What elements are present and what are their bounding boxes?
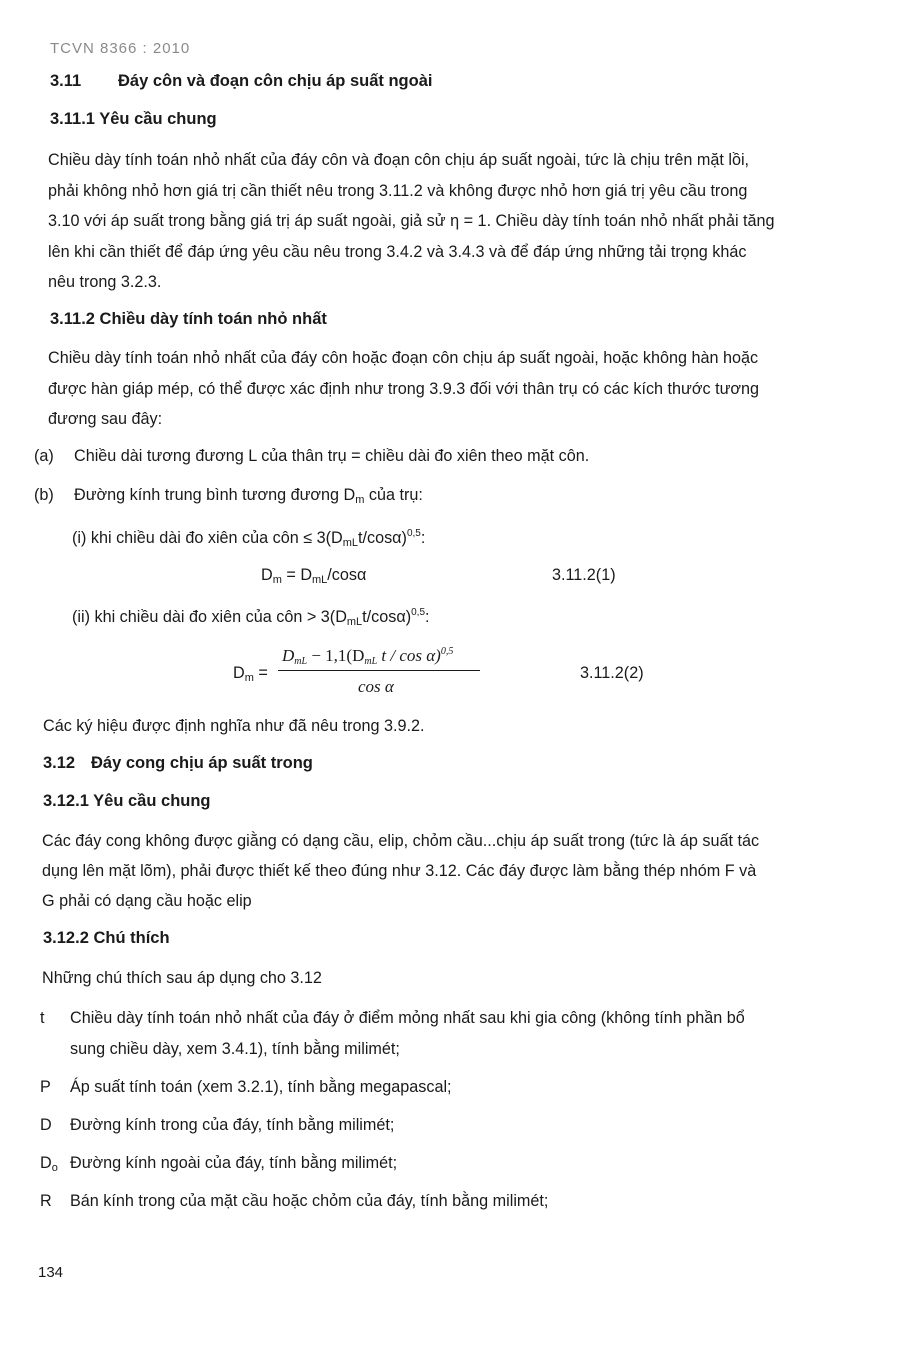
subsection-heading: 3.11.1 Yêu cầu chung — [50, 110, 217, 128]
list-label: (b) — [34, 486, 54, 504]
list-label: (a) — [34, 447, 54, 465]
equation-2-lhs — [233, 658, 268, 694]
fraction-denominator: cos α — [358, 677, 394, 696]
eq-symbol: = — [253, 664, 268, 682]
section-title: Đáy cong chịu áp suất trong — [91, 754, 313, 772]
eq-symbol: D — [233, 664, 245, 682]
condition-i — [72, 519, 425, 559]
standard-code-header: TCVN 8366 : 2010 — [50, 40, 191, 57]
condition-text: t/cosα) — [358, 529, 407, 547]
paragraph-line: Những chú thích sau áp dụng cho 3.12 — [42, 969, 322, 987]
note-symbol: t — [40, 1009, 45, 1027]
paragraph-line: G phải có dạng cầu hoặc elip — [42, 892, 252, 910]
eq-symbol: = D — [281, 566, 313, 584]
list-item-text: Đường kính trung bình tương đương D — [74, 486, 356, 504]
equation-number: 3.11.2(1) — [552, 566, 616, 584]
subscript: m — [355, 494, 365, 506]
note-symbol — [40, 1148, 58, 1184]
section-title: Đáy côn và đoạn côn chịu áp suất ngoài — [118, 72, 433, 90]
note-text: Bán kính trong của mặt cầu hoặc chỏm của đáy, tính bằng milimét; — [70, 1192, 549, 1210]
paragraph-line: nêu trong 3.2.3. — [48, 273, 162, 291]
paragraph-line: đương sau đây: — [48, 410, 163, 428]
section-number: 3.12 — [43, 754, 76, 772]
note-symbol: P — [40, 1078, 51, 1096]
paragraph-line: được hàn giáp mép, có thể được xác định như trong 3.9.3 đối với thân trụ có các kích thước tương — [48, 380, 760, 398]
subsection-heading: 3.12.2 Chú thích — [43, 929, 170, 947]
subsection-heading: 3.12.1 Yêu cầu chung — [43, 792, 211, 810]
note-symbol: R — [40, 1192, 52, 1210]
condition-text: (ii) khi chiều dài đo xiên của côn > 3(D — [72, 608, 347, 626]
superscript: 0,5 — [411, 607, 426, 618]
eq-symbol: − 1,1(D — [307, 646, 365, 665]
page-number: 134 — [38, 1264, 64, 1281]
superscript: 0,5 — [440, 646, 454, 657]
note-symbol-letter: D — [40, 1154, 52, 1172]
subscript: m — [244, 672, 254, 684]
equation-number: 3.11.2(2) — [580, 664, 644, 682]
note-symbol: D — [40, 1116, 52, 1134]
paragraph-line: Chiều dày tính toán nhỏ nhất của đáy côn hoặc đoạn côn chịu áp suất ngoài, hoặc không hàn hoặc — [48, 349, 759, 367]
paragraph-line: Các ký hiệu được định nghĩa như đã nêu trong 3.9.2. — [43, 717, 425, 735]
eq-symbol: t / cos α) — [377, 646, 441, 665]
list-item — [74, 480, 423, 516]
equation-1 — [261, 560, 366, 596]
paragraph-line: dụng lên mặt lõm), phải được thiết kế theo đúng như 3.12. Các đáy được làm bằng thép nhóm F và — [42, 862, 757, 880]
eq-symbol: D — [282, 646, 295, 665]
condition-ii — [72, 598, 430, 638]
paragraph-line: Chiều dày tính toán nhỏ nhất của đáy côn và đoạn côn chịu áp suất ngoài, tức là chịu trên mặt lồi, — [48, 151, 750, 169]
paragraph-line: phải không nhỏ hơn giá trị cần thiết nêu trong 3.11.2 và không được nhỏ hơn giá trị yêu cầu trong — [48, 182, 748, 200]
fraction-numerator — [282, 646, 453, 667]
fraction-bar — [278, 670, 480, 671]
eq-symbol: D — [261, 566, 273, 584]
condition-text: t/cosα) — [362, 608, 412, 626]
paragraph-line: 3.10 với áp suất trong bằng giá trị áp suất ngoài, giả sử η = 1. Chiều dày tính toán nhỏ nhất phải tăng — [48, 212, 775, 230]
subscript: mL — [364, 656, 378, 667]
note-text: Đường kính trong của đáy, tính bằng milimét; — [70, 1116, 395, 1134]
superscript: 0,5 — [406, 528, 421, 539]
note-text: Áp suất tính toán (xem 3.2.1), tính bằng megapascal; — [70, 1078, 452, 1096]
subscript: mL — [342, 537, 358, 549]
section-number: 3.11 — [50, 72, 82, 90]
note-text: Đường kính ngoài của đáy, tính bằng milimét; — [70, 1154, 398, 1172]
subscript: o — [51, 1162, 58, 1174]
condition-text: : — [420, 529, 426, 547]
paragraph-line: Các đáy cong không được giằng có dạng cầu, elip, chỏm cầu...chịu áp suất trong (tức là áp suất tác — [42, 832, 760, 850]
condition-text: : — [425, 608, 430, 626]
condition-text: (i) khi chiều dài đo xiên của côn ≤ 3(D — [72, 529, 343, 547]
paragraph-line: lên khi cần thiết để đáp ứng yêu cầu nêu trong 3.4.2 và 3.4.3 và để đáp ứng những tải trọng khác — [48, 243, 747, 261]
subscript: mL — [312, 574, 328, 586]
subscript: mL — [294, 656, 308, 667]
subsection-heading: 3.11.2 Chiều dày tính toán nhỏ nhất — [50, 310, 327, 328]
list-item-tail: của trụ: — [364, 486, 423, 504]
eq-symbol: /cosα — [327, 566, 367, 584]
subscript: m — [272, 574, 282, 586]
list-item: Chiều dài tương đương L của thân trụ = chiều dài đo xiên theo mặt côn. — [74, 447, 590, 465]
subscript: mL — [346, 616, 363, 628]
note-text: sung chiều dày, xem 3.4.1), tính bằng milimét; — [70, 1040, 400, 1058]
note-text: Chiều dày tính toán nhỏ nhất của đáy ở điểm mỏng nhất sau khi gia công (không tính phần bổ — [70, 1009, 745, 1027]
